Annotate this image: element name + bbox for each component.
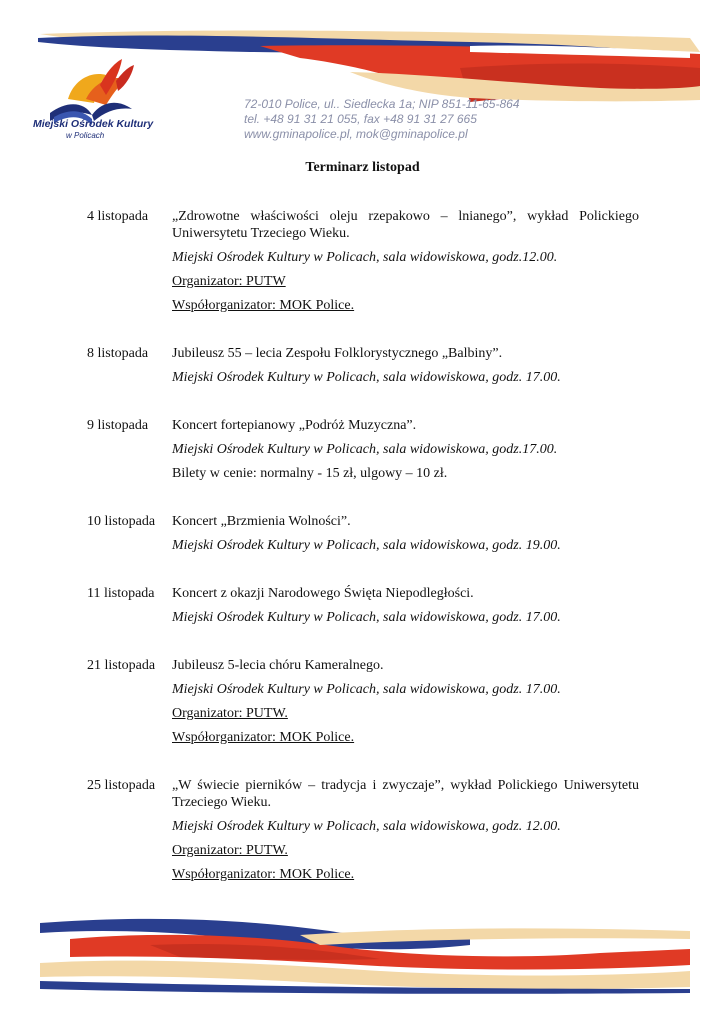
event-date: 25 listopada: [87, 778, 156, 793]
event-organizer: Organizator: PUTW: [172, 274, 286, 289]
event-organizer: Organizator: PUTW.: [172, 706, 288, 721]
event-venue: Miejski Ośrodek Kultury w Policach, sala widowiskowa, godz. 19.00.: [172, 538, 561, 553]
event-description: „W świecie pierników – tradycja i zwyczaje”, wykład Polickiego Uniwersytetu Trzeciego Wieku.: [172, 778, 639, 810]
phone-line: tel. +48 91 31 21 055, fax +48 91 31 27 665: [244, 112, 477, 126]
event-date: 10 listopada: [87, 514, 156, 529]
page-title: Terminarz listopad: [305, 160, 420, 175]
event-description: „Zdrowotne właściwości oleju rzepakowo – lnianego”, wykład Polickiego Uniwersytetu Trzeciego Wieku.: [172, 209, 639, 241]
web-line: www.gminapolice.pl, mok@gminapolice.pl: [244, 127, 468, 141]
list-item: [87, 585, 639, 633]
event-venue: Miejski Ośrodek Kultury w Policach, sala widowiskowa, godz.17.00.: [172, 442, 558, 457]
event-tickets: Bilety w cenie: normalny - 15 zł, ulgowy – 10 zł.: [172, 466, 448, 481]
list-item: [87, 208, 639, 321]
event-date: 9 listopada: [87, 418, 149, 433]
footer-banner: [0, 905, 725, 995]
logo-name: Miejski Ośrodek Kultury: [33, 118, 154, 130]
list-item: [87, 417, 639, 489]
list-item: [87, 657, 639, 753]
event-venue: Miejski Ośrodek Kultury w Policach, sala widowiskowa, godz. 12.00.: [172, 819, 561, 834]
contact-info: [244, 97, 520, 142]
event-description: Koncert fortepianowy „Podróż Muzyczna”.: [172, 418, 417, 433]
event-description: Koncert z okazji Narodowego Święta Niepodległości.: [172, 586, 474, 601]
event-venue: Miejski Ośrodek Kultury w Policach, sala widowiskowa, godz. 17.00.: [172, 370, 561, 385]
event-description: Jubileusz 5-lecia chóru Kameralnego.: [172, 658, 384, 673]
event-date: 11 listopada: [87, 586, 155, 601]
event-venue: Miejski Ośrodek Kultury w Policach, sala widowiskowa, godz. 17.00.: [172, 610, 561, 625]
event-coorganizer: Współorganizator: MOK Police.: [172, 298, 355, 313]
list-item: [87, 513, 639, 561]
event-description: Jubileusz 55 – lecia Zespołu Folklorystycznego „Balbiny”.: [172, 346, 503, 361]
event-venue: Miejski Ośrodek Kultury w Policach, sala widowiskowa, godz. 17.00.: [172, 682, 561, 697]
event-venue: Miejski Ośrodek Kultury w Policach, sala widowiskowa, godz.12.00.: [172, 250, 558, 265]
event-date: 8 listopada: [87, 346, 149, 361]
list-item: [87, 777, 639, 890]
list-item: [87, 345, 639, 393]
event-date: 4 listopada: [87, 209, 149, 224]
event-description: Koncert „Brzmienia Wolności”.: [172, 514, 351, 529]
logo-subtitle: w Policach: [66, 131, 105, 140]
event-organizer: Organizator: PUTW.: [172, 843, 288, 858]
event-date: 21 listopada: [87, 658, 156, 673]
address-line: 72-010 Police, ul.. Siedlecka 1a; NIP 851-11-65-864: [244, 97, 520, 111]
events-list: [87, 208, 639, 914]
event-coorganizer: Współorganizator: MOK Police.: [172, 867, 355, 882]
event-coorganizer: Współorganizator: MOK Police.: [172, 730, 355, 745]
